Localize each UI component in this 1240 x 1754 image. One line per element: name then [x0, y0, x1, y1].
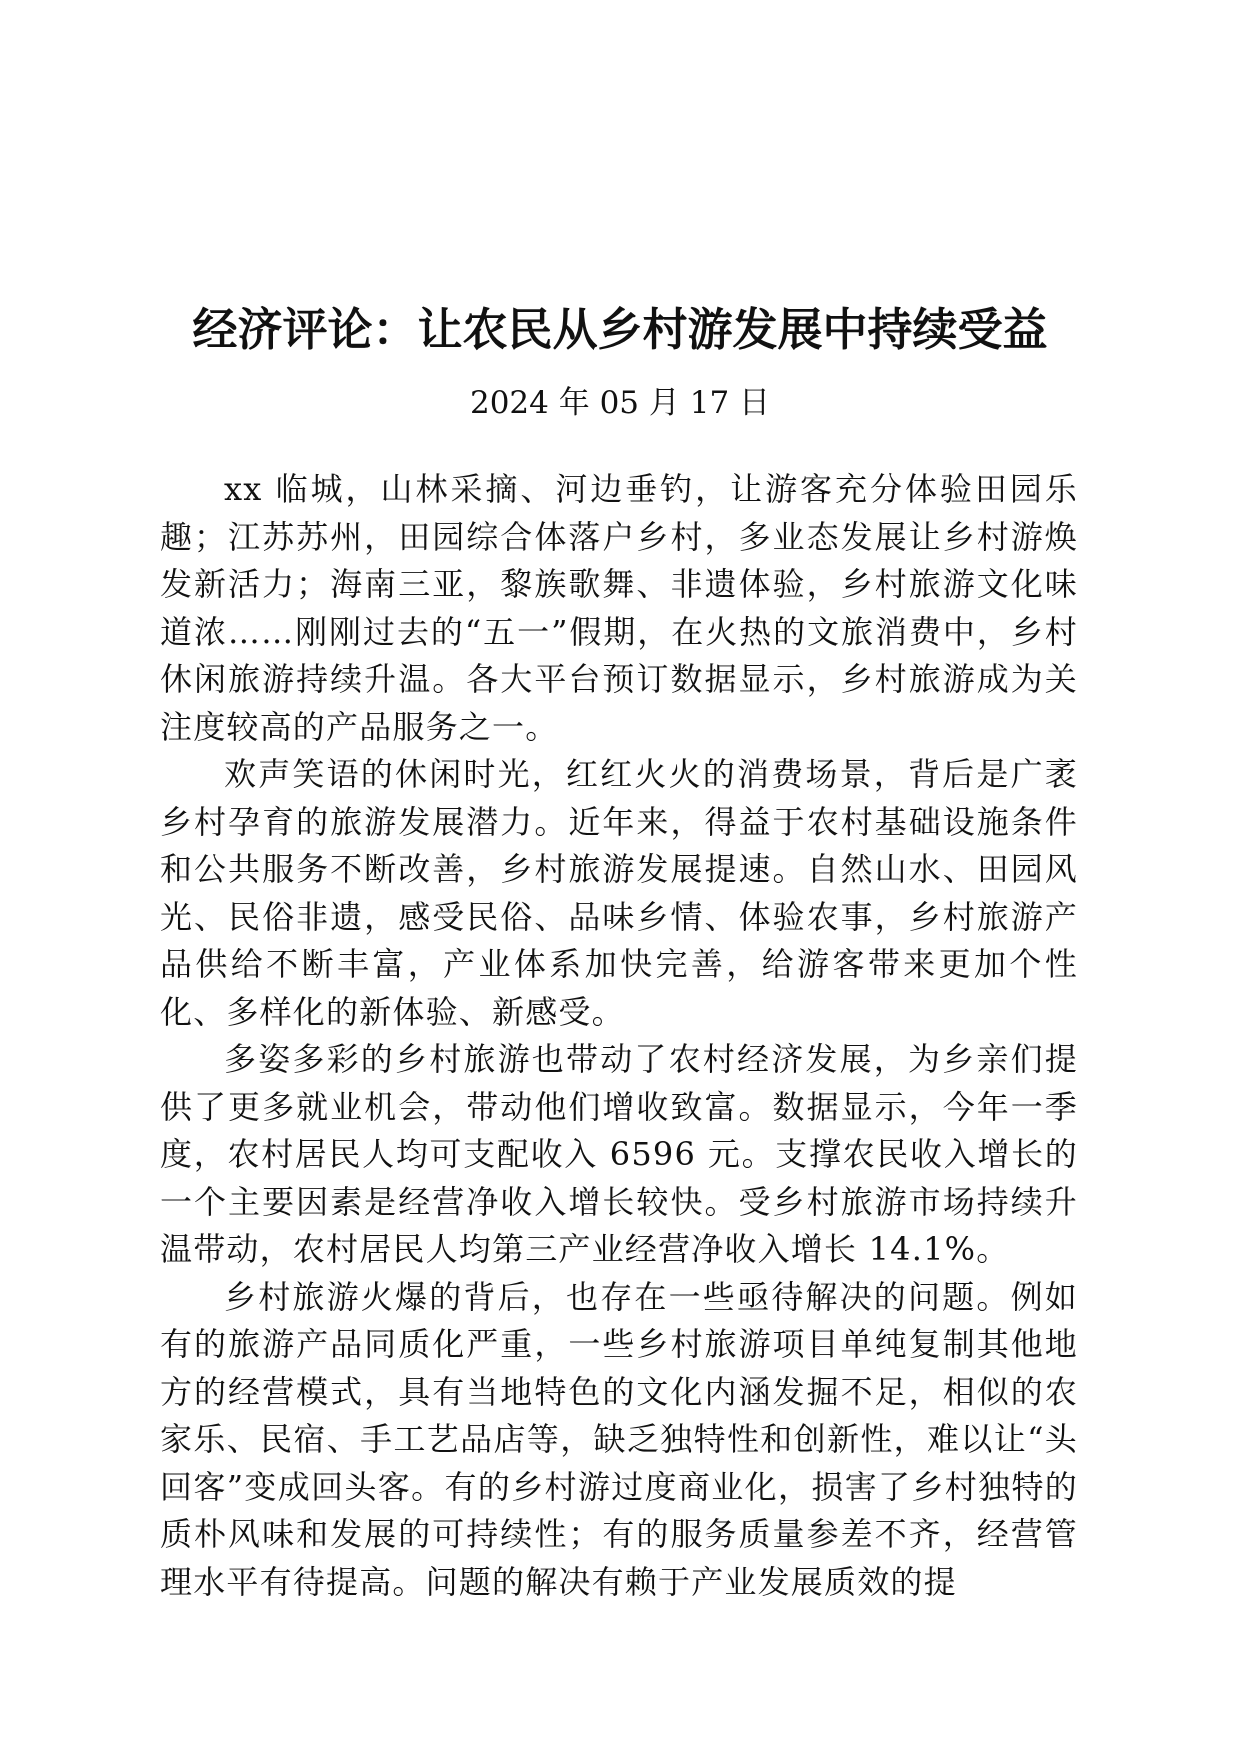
article-title: 经济评论：让农民从乡村游发展中持续受益 — [192, 303, 1048, 356]
paragraph-3: 多姿多彩的乡村旅游也带动了农村经济发展，为乡亲们提供了更多就业机会，带动他们增收致富。数据显示，今年一季度，农村居民人均可支配收入 6596 元。支撑农民收入增长的一个主要因素是经营净收入增长较快。受乡村旅游市场持续升温带动，农村居民人均第三产业经营净收入增长 14.1%。 — [160, 1040, 1078, 1268]
article-body — [160, 466, 1078, 1606]
paragraph-4: 乡村旅游火爆的背后，也存在一些亟待解决的问题。例如有的旅游产品同质化严重，一些乡村旅游项目单纯复制其他地方的经营模式，具有当地特色的文化内涵发掘不足，相似的农家乐、民宿、手工艺品店等，缺乏独特性和创新性，难以让“头回客”变成回头客。有的乡村游过度商业化，损害了乡村独特的质朴风味和发展的可持续性；有的服务质量参差不齐，经营管理水平有待提高。问题的解决有赖于产业发展质效的提 — [160, 1277, 1078, 1601]
paragraph-1: xx 临城，山林采摘、河边垂钓，让游客充分体验田园乐趣；江苏苏州，田园综合体落户乡村，多业态发展让乡村游焕发新活力；海南三亚，黎族歌舞、非遗体验，乡村旅游文化味道浓……刚刚过去的“五一”假期，在火热的文旅消费中，乡村休闲旅游持续升温。各大平台预订数据显示，乡村旅游成为关注度较高的产品服务之一。 — [160, 470, 1078, 746]
article-date: 2024 年 05 月 17 日 — [469, 385, 771, 421]
paragraph-2: 欢声笑语的休闲时光，红红火火的消费场景，背后是广袤乡村孕育的旅游发展潜力。近年来，得益于农村基础设施条件和公共服务不断改善，乡村旅游发展提速。自然山水、田园风光、民俗非遗，感受民俗、品味乡情、体验农事，乡村旅游产品供给不断丰富，产业体系加快完善，给游客带来更加个性化、多样化的新体验、新感受。 — [160, 755, 1078, 1031]
